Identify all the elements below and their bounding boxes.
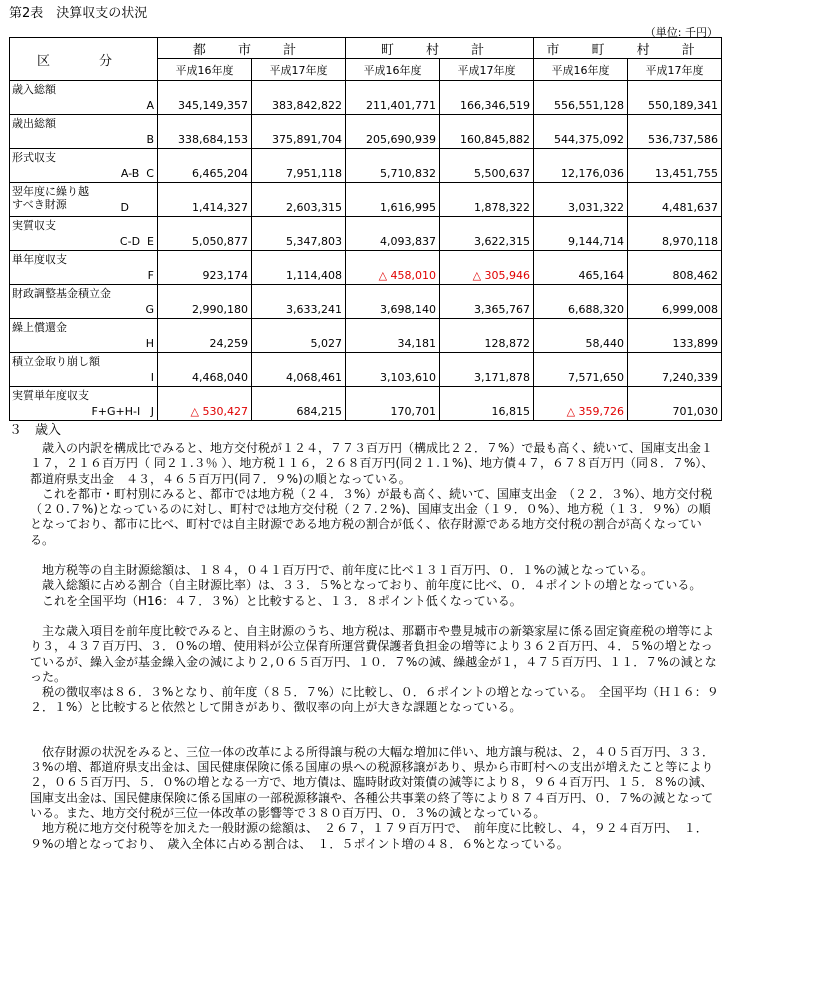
- value-cell: 211,401,771: [346, 81, 440, 115]
- value-cell: 7,240,339: [628, 353, 722, 387]
- value-cell: 3,365,767: [440, 285, 534, 319]
- row-label-cell: [10, 81, 158, 115]
- value-cell: 4,093,837: [346, 217, 440, 251]
- value-cell: △ 305,946: [440, 251, 534, 285]
- value-cell: 5,710,832: [346, 149, 440, 183]
- value-cell: 1,114,408: [252, 251, 346, 285]
- section-title: ３ 歳入: [9, 423, 62, 438]
- value-cell: 375,891,704: [252, 115, 346, 149]
- value-cell: 13,451,755: [628, 149, 722, 183]
- value-cell: △ 458,010: [346, 251, 440, 285]
- row-label-cell: [10, 115, 158, 149]
- row-label-cell: [10, 387, 158, 421]
- value-cell: 133,899: [628, 319, 722, 353]
- table-row: [10, 115, 722, 149]
- value-cell: 5,347,803: [252, 217, 346, 251]
- value-cell: △ 530,427: [158, 387, 252, 421]
- value-cell: 6,465,204: [158, 149, 252, 183]
- paragraph: 依存財源の状況をみると、三位一体の改革による所得譲与税の大幅な増加に伴い、地方譲与税は、２，４０５百万円、３３．３%の増、都道府県支出金は、国民健康保険に係る国庫の県への税源移譲があり、県から市町村への支出が増えたこと等により２，０６５百万円、５．０%の増となる一方で、地方債は、臨時財政対策債の減等により８，９６４百万円、１５．８%の減、国庫支出金は、国民健康保険に係る国庫の一部税源移譲や、各種公共事業の終了等により８７４百万円、０．７%の減となっている。また、地方交付税が三位一体改革の影響等で３８０百万円、０．３%の減となっている。: [30, 744, 715, 820]
- value-cell: 1,878,322: [440, 183, 534, 217]
- value-cell: 465,164: [534, 251, 628, 285]
- table-title: 第2表 決算収支の状況: [9, 6, 148, 21]
- row-code: A-B C: [120, 167, 154, 180]
- value-cell: 128,872: [440, 319, 534, 353]
- value-cell: 808,462: [628, 251, 722, 285]
- table-row: [10, 183, 722, 217]
- value-cell: 58,440: [534, 319, 628, 353]
- value-cell: 684,215: [252, 387, 346, 421]
- year-header: 平成16年度: [158, 59, 252, 81]
- value-cell: 5,500,637: [440, 149, 534, 183]
- value-cell: 5,050,877: [158, 217, 252, 251]
- value-cell: 4,068,461: [252, 353, 346, 387]
- table-row: [10, 217, 722, 251]
- table-row: [10, 81, 722, 115]
- value-cell: 34,181: [346, 319, 440, 353]
- value-cell: 9,144,714: [534, 217, 628, 251]
- group-header-city: 都 市 計: [158, 38, 346, 59]
- table-row: [10, 251, 722, 285]
- value-cell: 170,701: [346, 387, 440, 421]
- value-cell: 2,990,180: [158, 285, 252, 319]
- row-code: A: [146, 99, 154, 112]
- value-cell: 3,103,610: [346, 353, 440, 387]
- paragraph: 地方税等の自主財源総額は、１８４，０４１百万円で、前年度に比べ１３１百万円、０．１%の減となっている。: [42, 563, 654, 578]
- kubun-header: 区 分: [10, 38, 158, 81]
- group-header-town: 町 村 計: [346, 38, 534, 59]
- row-name: 歳出総額: [12, 117, 56, 130]
- value-cell: 205,690,939: [346, 115, 440, 149]
- paragraph: 歳入総額に占める割合（自主財源比率）は、３３．５%となっており、前年度に比べ、０．４ポイントの増となっている。: [42, 578, 702, 593]
- value-cell: 8,970,118: [628, 217, 722, 251]
- value-cell: 24,259: [158, 319, 252, 353]
- row-name: 財政調整基金積立金: [12, 287, 111, 300]
- row-name: 積立金取り崩し額: [12, 355, 100, 368]
- row-code: D: [120, 201, 129, 214]
- row-label-cell: [10, 217, 158, 251]
- value-cell: 550,189,341: [628, 81, 722, 115]
- value-cell: 16,815: [440, 387, 534, 421]
- table-row: [10, 149, 722, 183]
- row-name: 単年度収支: [12, 253, 67, 266]
- value-cell: 4,481,637: [628, 183, 722, 217]
- table-row: [10, 319, 722, 353]
- value-cell: 544,375,092: [534, 115, 628, 149]
- table-row: [10, 387, 722, 421]
- value-cell: 7,951,118: [252, 149, 346, 183]
- value-cell: 160,845,882: [440, 115, 534, 149]
- settlement-table: [9, 37, 722, 421]
- value-cell: 4,468,040: [158, 353, 252, 387]
- row-label-cell: [10, 353, 158, 387]
- table-row: [10, 353, 722, 387]
- row-code: B: [146, 133, 154, 146]
- value-cell: 5,027: [252, 319, 346, 353]
- row-name: 実質単年度収支: [12, 389, 89, 402]
- table-body: [10, 81, 722, 421]
- unit-label: （単位: 千円）: [644, 26, 718, 39]
- paragraph: これを全国平均（H16：４７．３%）と比較すると、１３．８ポイント低くなっている。: [42, 593, 522, 608]
- year-header: 平成17年度: [252, 59, 346, 81]
- row-name: 歳入総額: [12, 83, 56, 96]
- value-cell: 383,842,822: [252, 81, 346, 115]
- value-cell: 556,551,128: [534, 81, 628, 115]
- row-code: F: [147, 269, 154, 282]
- row-name: 実質収支: [12, 219, 56, 232]
- value-cell: 1,414,327: [158, 183, 252, 217]
- row-code: I: [150, 371, 154, 384]
- row-label-cell: [10, 149, 158, 183]
- row-code: H: [145, 337, 154, 350]
- value-cell: 3,622,315: [440, 217, 534, 251]
- row-label-cell: [10, 183, 158, 217]
- value-cell: 3,031,322: [534, 183, 628, 217]
- paragraph: 税の徴収率は８６．３%となり、前年度（８５．７%）に比較し、０．６ポイントの増となっている。 全国平均（Ｈ１６：９２．１%）と比較すると依然として開きがあり、徴収率の向上が大きな課題となっている。: [30, 685, 719, 715]
- row-name: 形式収支: [12, 151, 56, 164]
- paragraph: 歳入の内訳を構成比でみると、地方交付税が１２４，７７３百万円（構成比２２．７%）で最も高く、続いて、国庫支出金１１７，２１６百万円（ 同２１.３％ ）、地方税１１６，２６８百万円(同２１.１%)、地方債４７，６７８百万円（同８．７%）、都道府県支出金 ４３，４６５百万円(同７．９%)の順となっている。: [30, 441, 714, 486]
- row-label-cell: [10, 251, 158, 285]
- value-cell: △ 359,726: [534, 387, 628, 421]
- table-row: [10, 285, 722, 319]
- value-cell: 536,737,586: [628, 115, 722, 149]
- year-header: 平成17年度: [628, 59, 722, 81]
- value-cell: 3,698,140: [346, 285, 440, 319]
- paragraph: 地方税に地方交付税等を加えた一般財源の総額は、 ２６７，１７９百万円で、 前年度に比較し、４，９２４百万円、 １．９%の増となっており、 歳入全体に占める割合は、 １．５ポイント増の４８．６%となっている。: [30, 821, 708, 851]
- paragraph: 主な歳入項目を前年度比較でみると、自主財源のうち、地方税は、那覇市や豊見城市の新築家屋に係る固定資産税の増等により３，４３７百万円、３．０%の増、使用料が公立保育所運営費保護者負担金の増等により３６２百万円、４．５%の増となっているが、繰入金が基金繰入金の減により２,０６５百万円、１０．７%の減、繰越金が１，４７５百万円、１１．７%の減となった。: [30, 623, 717, 684]
- value-cell: 701,030: [628, 387, 722, 421]
- year-header: 平成17年度: [440, 59, 534, 81]
- value-cell: 3,171,878: [440, 353, 534, 387]
- group-header-total: 市 町 村 計: [534, 38, 722, 59]
- row-label-cell: [10, 319, 158, 353]
- value-cell: 345,149,357: [158, 81, 252, 115]
- row-label-cell: [10, 285, 158, 319]
- value-cell: 2,603,315: [252, 183, 346, 217]
- row-name: 繰上償還金: [12, 321, 67, 334]
- row-code: F+G+H-I J: [91, 405, 154, 418]
- value-cell: 923,174: [158, 251, 252, 285]
- paragraph: これを都市・町村別にみると、都市では地方税（２４．３%）が最も高く、続いて、国庫支出金 （２２．３%）、地方交付税（２０.７%)となっているのに対し、町村では地方交付税（２７.２%)、国庫支出金（１９．０%）、地方税（１３．９%）の順となっており、都市に比べ、町村では自主財源である地方税の割合が低く、依存財源である地方交付税の割合が高くなっている。: [30, 486, 713, 547]
- year-header: 平成16年度: [346, 59, 440, 81]
- row-code: G: [145, 303, 154, 316]
- value-cell: 3,633,241: [252, 285, 346, 319]
- value-cell: 7,571,650: [534, 353, 628, 387]
- value-cell: 1,616,995: [346, 183, 440, 217]
- value-cell: 6,688,320: [534, 285, 628, 319]
- value-cell: 12,176,036: [534, 149, 628, 183]
- row-code: C-D E: [119, 235, 154, 248]
- value-cell: 166,346,519: [440, 81, 534, 115]
- body-text: [30, 441, 720, 852]
- year-header: 平成16年度: [534, 59, 628, 81]
- value-cell: 6,999,008: [628, 285, 722, 319]
- row-name: 翌年度に繰り越 すべき財源: [12, 185, 89, 211]
- value-cell: 338,684,153: [158, 115, 252, 149]
